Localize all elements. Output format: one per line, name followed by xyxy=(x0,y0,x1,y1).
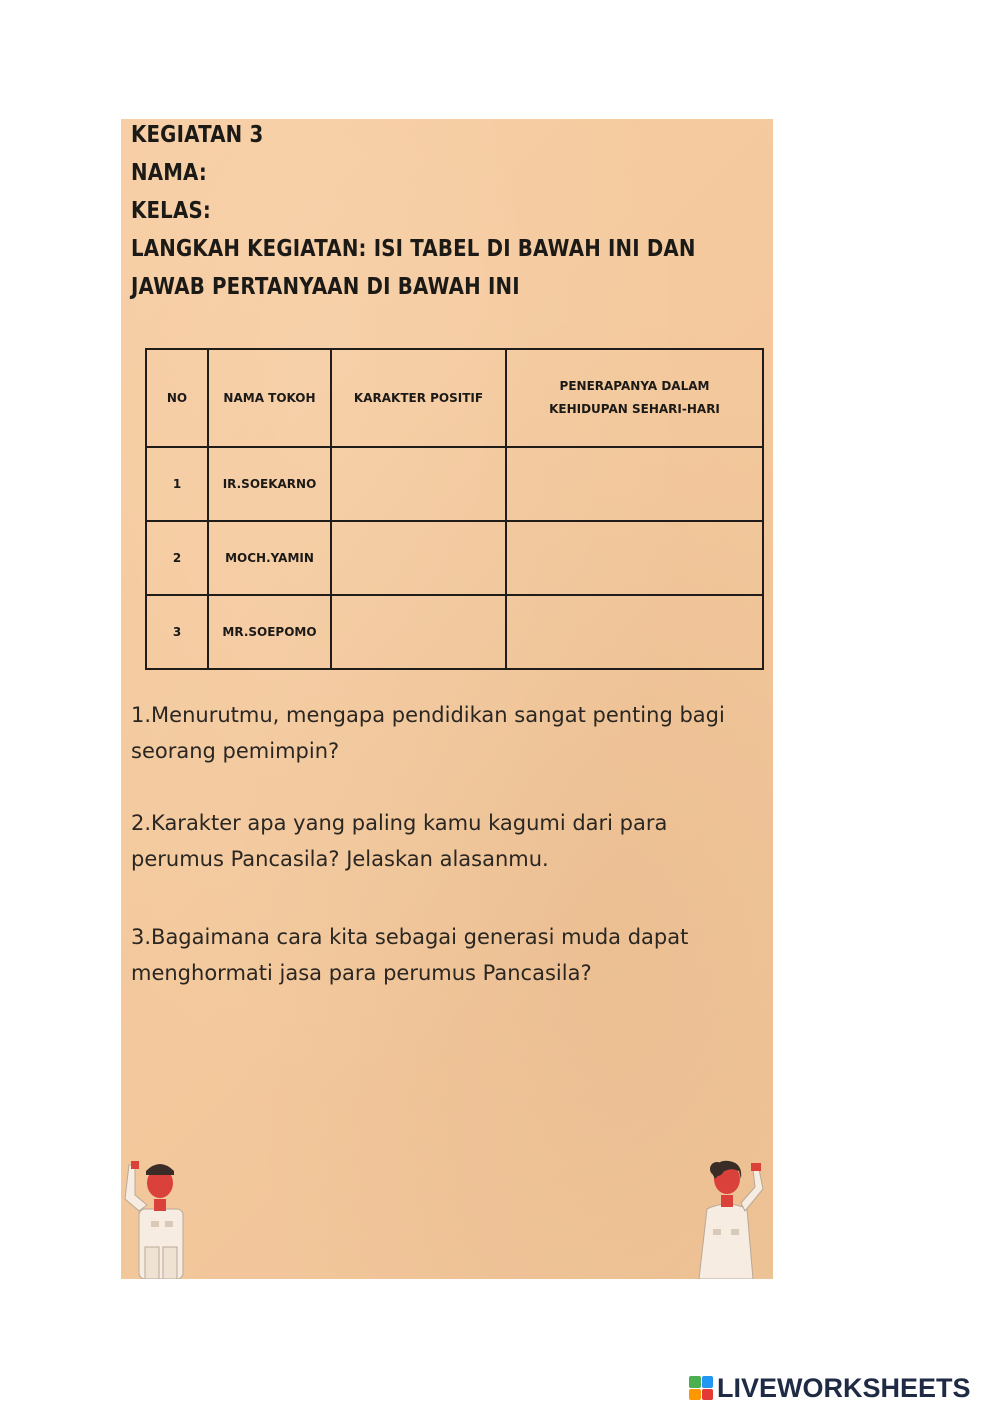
application-cell[interactable] xyxy=(506,595,763,669)
character-cell[interactable] xyxy=(331,447,506,521)
column-header-name: NAMA TOKOH xyxy=(208,349,331,447)
figure-name: MR.SOEPOMO xyxy=(208,595,331,669)
table-header-row xyxy=(146,349,763,447)
instructions-line-1: LANGKAH KEGIATAN: ISI TABEL DI BAWAH INI DAN xyxy=(131,236,696,262)
application-cell[interactable] xyxy=(506,447,763,521)
question-3: 3.Bagaimana cara kita sebagai generasi muda dapat menghormati jasa para perumus Pancasila? xyxy=(131,925,689,985)
liveworksheets-logo-icon xyxy=(689,1376,713,1400)
figure-name: MOCH.YAMIN xyxy=(208,521,331,595)
character-cell[interactable] xyxy=(331,521,506,595)
instructions-line-2: JAWAB PERTANYAAN DI BAWAH INI xyxy=(131,274,520,300)
row-number: 2 xyxy=(146,521,208,595)
saluting-man-icon xyxy=(121,1139,191,1279)
class-label: KELAS: xyxy=(131,198,211,224)
table-row xyxy=(146,447,763,521)
application-cell[interactable] xyxy=(506,521,763,595)
activity-title: KEGIATAN 3 xyxy=(131,122,264,148)
question-2: 2.Karakter apa yang paling kamu kagumi dari para perumus Pancasila? Jelaskan alasanmu. xyxy=(131,811,668,871)
column-header-no: NO xyxy=(146,349,208,447)
table-row xyxy=(146,595,763,669)
row-number: 1 xyxy=(146,447,208,521)
worksheet-page xyxy=(121,119,773,1279)
question-1: 1.Menurutmu, mengapa pendidikan sangat penting bagi seorang pemimpin? xyxy=(131,703,725,763)
saluting-woman-icon xyxy=(693,1139,773,1279)
column-header-application: PENERAPANYA DALAM KEHIDUPAN SEHARI-HARI xyxy=(506,349,763,447)
column-header-character: KARAKTER POSITIF xyxy=(331,349,506,447)
name-label: NAMA: xyxy=(131,160,208,186)
row-number: 3 xyxy=(146,595,208,669)
table-row xyxy=(146,521,763,595)
character-cell[interactable] xyxy=(331,595,506,669)
logo-text: LIVEWORKSHEETS xyxy=(717,1372,971,1403)
liveworksheets-logo xyxy=(689,1373,971,1403)
figure-name: IR.SOEKARNO xyxy=(208,447,331,521)
character-table xyxy=(145,348,764,670)
